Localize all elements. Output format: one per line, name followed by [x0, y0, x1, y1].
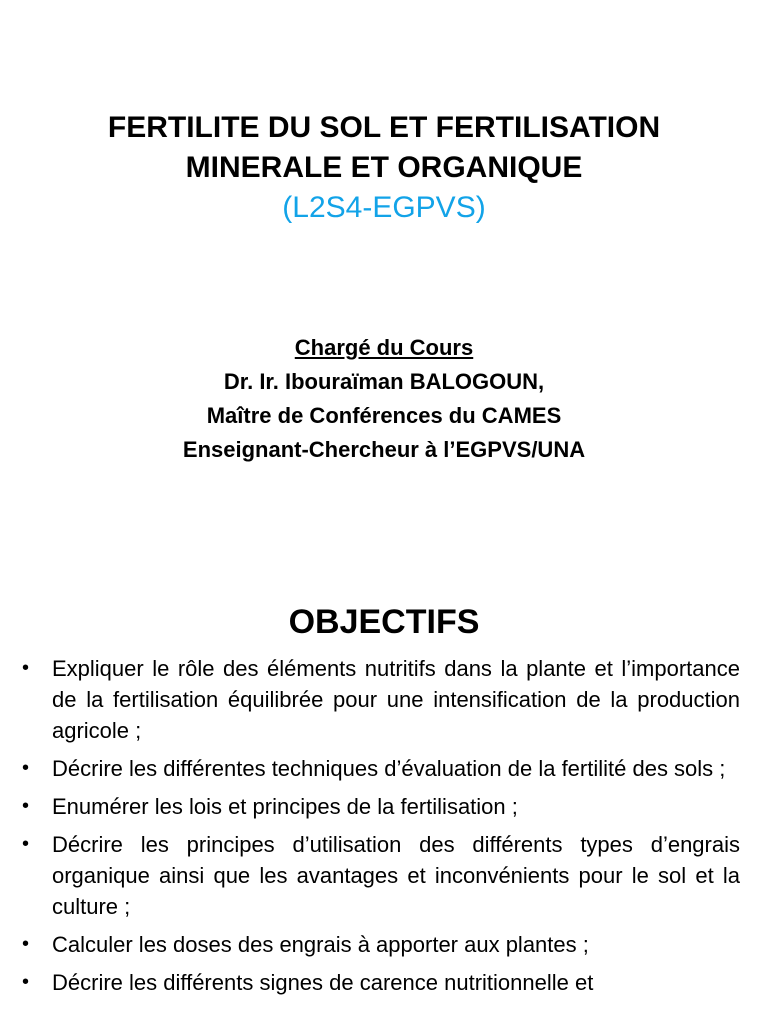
objectives-heading: OBJECTIFS — [288, 603, 480, 641]
objective-item — [22, 653, 740, 746]
objective-text: Expliquer le rôle des éléments nutritifs dans la plante et l’importance de la fertilisation équilibrée pour une intensification de la production agricole ; — [52, 656, 740, 743]
bullet-icon: • — [22, 833, 30, 855]
objective-text: Décrire les différentes techniques d’évaluation de la fertilité des sols ; — [52, 756, 726, 781]
objectives-list — [22, 653, 740, 1005]
objective-text: Décrire les principes d’utilisation des différents types d’engrais organique ainsi que les avantages et inconvénients pour le sol et la culture ; — [52, 832, 740, 919]
objective-item — [22, 791, 740, 822]
instructor-position: Enseignant-Chercheur à l’EGPVS/UNA — [182, 437, 586, 462]
instructor-heading: Chargé du Cours — [294, 335, 474, 360]
objective-item — [22, 929, 740, 960]
objective-text: Enumérer les lois et principes de la fertilisation ; — [52, 794, 518, 819]
instructor-rank: Maître de Conférences du CAMES — [206, 403, 562, 428]
objective-item — [22, 829, 740, 922]
document-title — [0, 108, 768, 228]
bullet-icon: • — [22, 971, 30, 993]
bullet-icon: • — [22, 933, 30, 955]
bullet-icon: • — [22, 795, 30, 817]
objective-item — [22, 967, 740, 998]
course-code: (L2S4-EGPVS) — [282, 191, 486, 224]
objective-text: Calculer les doses des engrais à apporter aux plantes ; — [52, 932, 589, 957]
instructor-name: Dr. Ir. Ibouraïman BALOGOUN, — [223, 369, 545, 394]
bullet-icon: • — [22, 657, 30, 679]
instructor-info — [0, 331, 768, 467]
objective-item — [22, 753, 740, 784]
objective-text: Décrire les différents signes de carence nutritionnelle et — [52, 970, 594, 995]
title-line-1: FERTILITE DU SOL ET FERTILISATION — [107, 111, 661, 144]
bullet-icon: • — [22, 757, 30, 779]
title-line-2: MINERALE ET ORGANIQUE — [185, 151, 583, 184]
